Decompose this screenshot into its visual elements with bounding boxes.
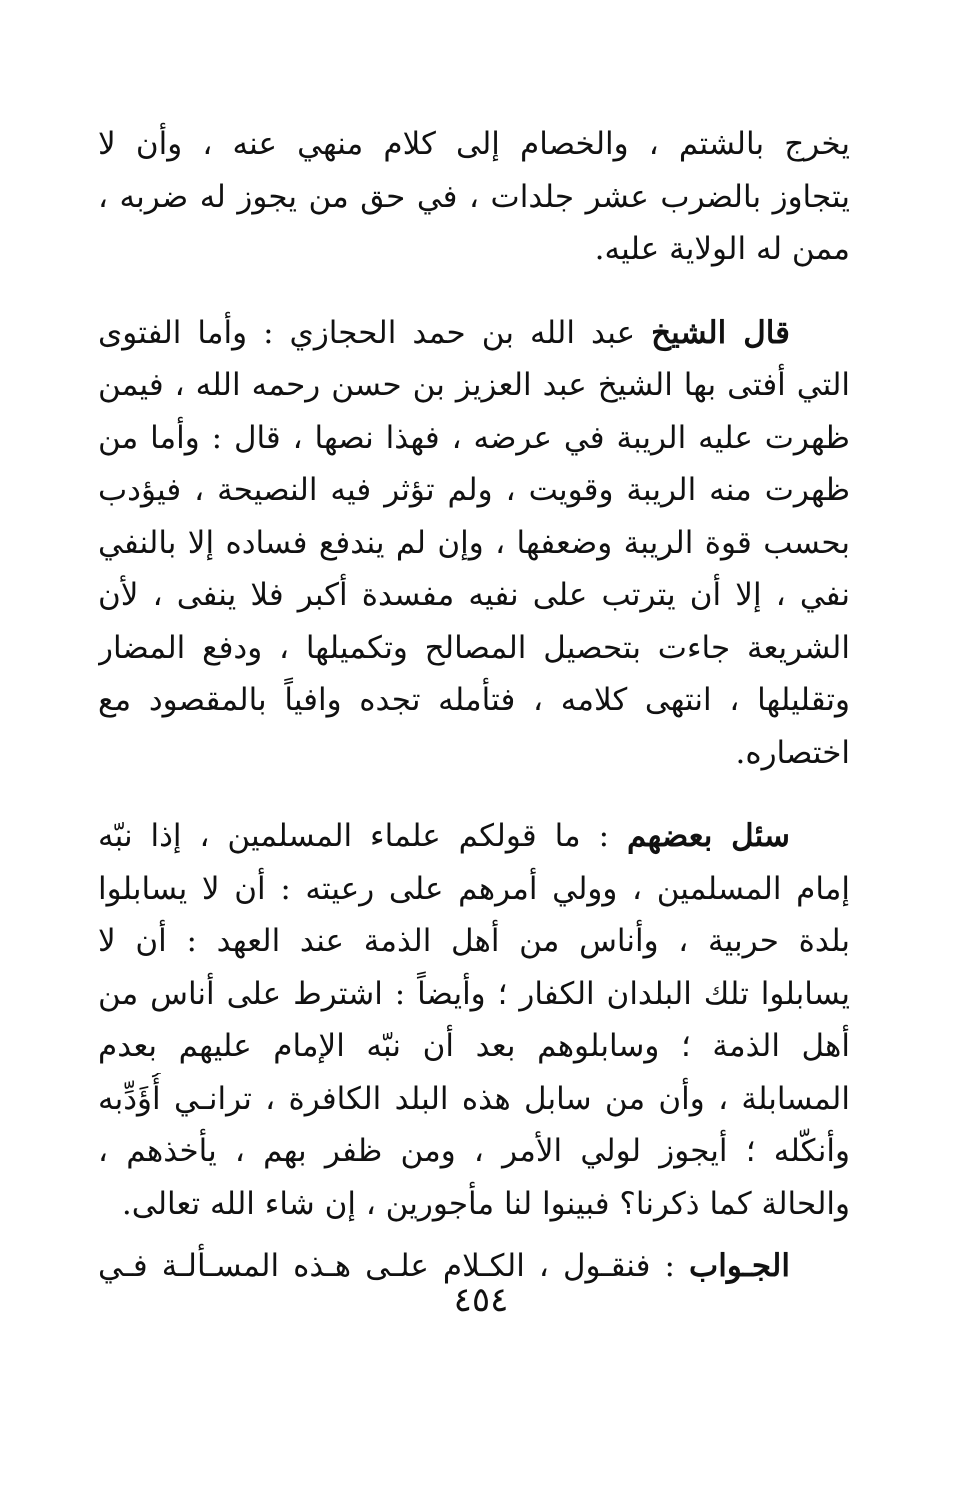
text-line: ظهرت عليه الريبة في عرضه ، فهذا نصها ، قال : وأما من	[98, 419, 850, 456]
paragraph-lead-heading: سئل بعضهم	[626, 818, 790, 854]
text-line: اختصاره.	[735, 734, 850, 771]
paragraph-2	[98, 307, 850, 780]
text-line: وأنكّله ؛ أيجوز لولي الأمر ، ومن ظفر بهم ، يأخذهم ،	[98, 1133, 850, 1169]
paragraph-lead-heading: قال الشيخ	[651, 314, 790, 351]
page-number: ٤٥٤	[453, 1280, 509, 1320]
text-line: ظهرت منه الريبة وقويت ، ولم تؤثر فيه النصيحة ، فيؤدب	[98, 472, 850, 508]
paragraph-1	[98, 118, 850, 276]
text-line-rest: عبد الله بن حمد الحجازي : وأما الفتوى	[98, 314, 652, 351]
text-line: نفي ، إلا أن يترتب على نفيه مفسدة أكبر فلا ينفى ، لأن	[98, 577, 850, 613]
text-line: وتقليلها ، انتهى كلامه ، فتأمله تجده وافياً بالمقصود مع	[98, 682, 850, 718]
text-line: الشريعة جاءت بتحصيل المصالح وتكميلها ، ودفع المضار	[98, 629, 850, 666]
text-line: التي أفتى بها الشيخ عبد العزيز بن حسن رحمه الله ، فيمن	[98, 367, 850, 403]
text-line: إمام المسلمين ، وولي أمرهم على رعيته : أن لا يسابلوا	[98, 870, 850, 907]
text-line: يتجاوز بالضرب عشر جلدات ، في حق من يجوز له ضربه ،	[98, 178, 850, 215]
text-line: بحسب قوة الريبة وضعفها ، وإن لم يندفع فساده إلا بالنفي	[98, 524, 850, 561]
text-line: ممن له الولاية عليه.	[594, 231, 850, 267]
text-line-rest: : ما قولكم علماء المسلمين ، إذا نبّه	[98, 818, 627, 854]
text-line: يخرج بالشتم ، والخصام إلى كلام منهي عنه ، وأن لا	[98, 126, 850, 162]
paragraph-lead-heading: الجـواب	[689, 1248, 790, 1284]
paragraph-gap	[98, 276, 850, 307]
text-line: يسابلوا تلك البلدان الكفار ؛ وأيضاً : اشترط على أناس من	[98, 975, 850, 1012]
paragraph-gap	[98, 1230, 850, 1240]
text-line: بلدة حربية ، وأناس من أهل الذمة عند العهد : أن لا	[98, 923, 850, 959]
text-line-rest: : فنقـول ، الكـلام علـى هـذه المسـألـة فـي	[98, 1248, 690, 1284]
text-line: المسابلة ، وأن من سابل هذه البلد الكافرة ، ترانـي أُؤَدِّبه	[98, 1080, 850, 1117]
paragraph-3	[98, 810, 850, 1230]
page-body	[98, 118, 850, 1293]
paragraph-gap	[98, 779, 850, 810]
text-line-with-lead	[98, 307, 850, 360]
text-line-with-lead	[98, 810, 850, 863]
text-line: أهل الذمة ؛ وسابلوهم بعد أن نبّه الإمام عليهم بعدم	[98, 1028, 850, 1064]
text-line: والحالة كما ذكرنا؟ فبينوا لنا مأجورين ، إن شاء الله تعالى.	[121, 1185, 850, 1222]
